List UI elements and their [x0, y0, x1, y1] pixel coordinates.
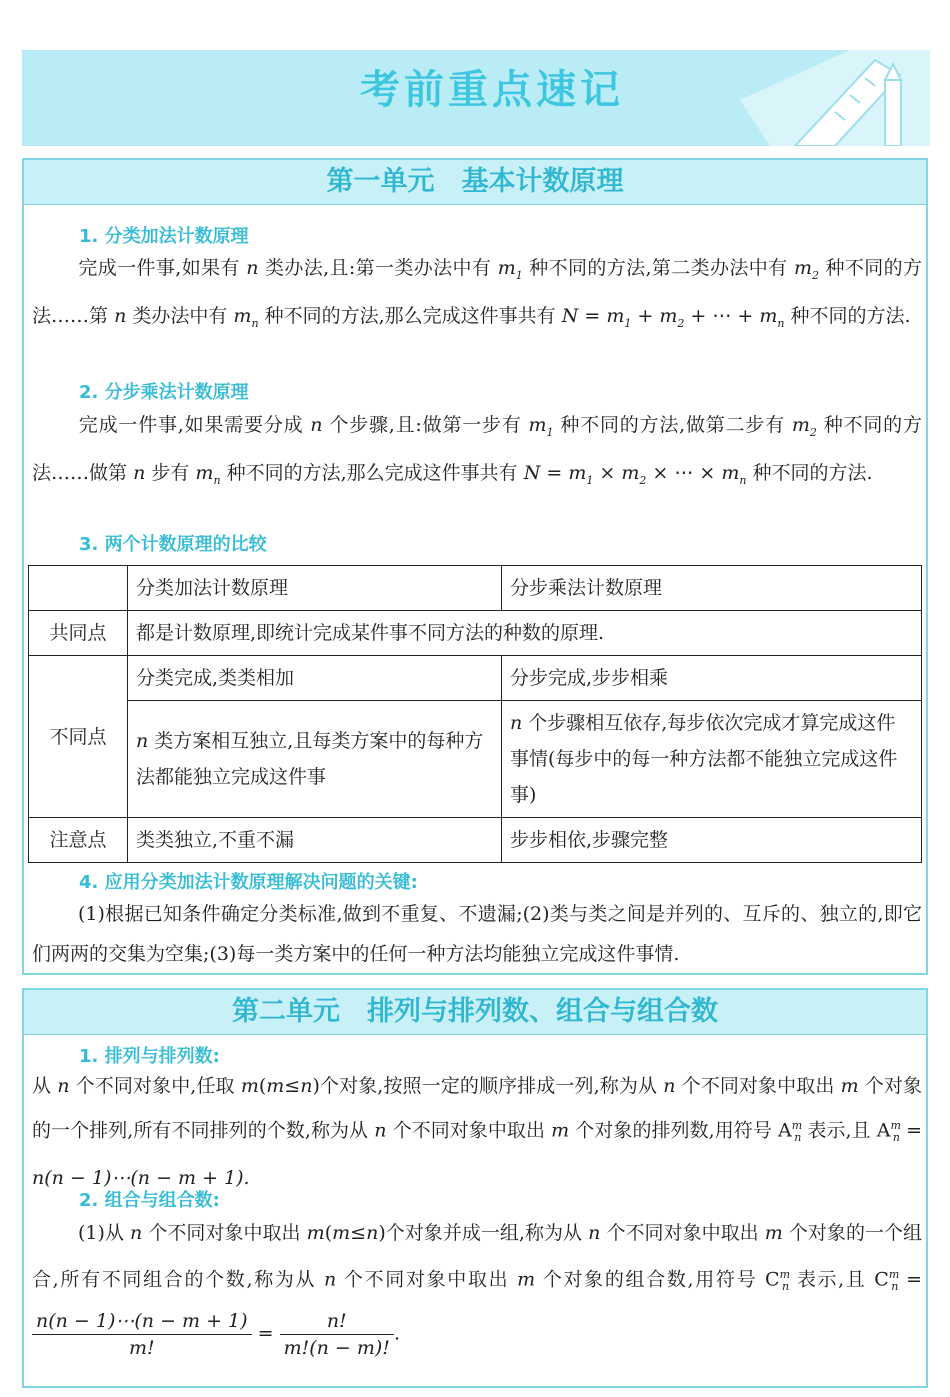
table-cell: 步步相依,步骤完整 [502, 818, 922, 863]
row-label: 不同点 [29, 656, 128, 818]
unit1-title: 第一单元 基本计数原理 [24, 160, 926, 205]
fraction: $\frac{n(n - 1)\cdots(n - m + 1)}{m!}$ [32, 1308, 252, 1361]
table-cell: 类类独立,不重不漏 [128, 818, 502, 863]
unit1-s1-heading: 1. 分类加法计数原理 [79, 226, 249, 247]
table-cell: 都是计数原理,即统计完成某件事不同方法的种数的原理. [128, 611, 922, 656]
unit1-panel [22, 158, 928, 975]
comparison-table [28, 565, 922, 863]
table-cell: n 个步骤相互依存,每步依次完成才算完成这件事情(每步中的每一种方法都不能独立完成这件事) [502, 701, 922, 818]
unit1-s2-text: 完成一件事,如果需要分成 n 个步骤,且:做第一步有 $m_1$ 种不同的方法,做第二步有 $m_2$ 种不同的方法……做第 n 步有 $m_n$ 种不同的方法,那么完成这件事共有 $N = m_1 \times m_2$ × ⋯ × $m_n$ 种不同的方法. [32, 414, 922, 487]
table-cell: n 类方案相互独立,且每类方案中的每种方法都能独立完成这件事 [128, 701, 502, 818]
unit2-panel [22, 988, 928, 1388]
unit1-s1-text: 完成一件事,如果有 n 类办法,且:第一类办法中有 $m_1$ 种不同的方法,第二类办法中有 $m_2$ 种不同的方法……第 n 类办法中有 $m_n$ 种不同的方法,那么完成这件事共有 $N = m_1 + m_2$ + ⋯ + $m_n$ 种不同的方法. [32, 257, 922, 330]
unit2-s1-heading: 1. 排列与排列数: [79, 1046, 220, 1067]
row-label: 注意点 [29, 818, 128, 863]
table-corner [29, 566, 128, 611]
table-cell: 分类完成,类类相加 [128, 656, 502, 701]
unit2-title: 第二单元 排列与排列数、组合与组合数 [24, 990, 926, 1035]
unit2-s2-heading: 2. 组合与组合数: [79, 1190, 220, 1211]
unit2-s1-text: 从 n 个不同对象中,任取 m(m≤n)个对象,按照一定的顺序排成一列,称为从 n 个不同对象中取出 m 个对象的一个排列,所有不同排列的个数,称为从 n 个不同对象中取出 m 个对象的排列数,用符号 $A^m_n$ 表示,且 $A^m_n = n(n$ − 1)⋯(n − m + 1). [32, 1075, 923, 1190]
unit2-s2-text: (1)从 n 个不同对象中取出 m(m≤n)个对象并成一组,称为从 n 个不同对象中取出 m 个对象的一个组合,所有不同组合的个数,称为从 n 个不同对象中取出 m 个对象的组合数,用符号 $C^m_n$ 表示,且 $C^m_n$ = $\frac{n(n - 1)\cdots(n - m + 1)}{m!}$ = $\frac{n!}{m!(n - m)!}$ . [32, 1222, 923, 1360]
unit1-s3-heading: 3. 两个计数原理的比较 [79, 534, 267, 555]
unit1-s4-text: (1)根据已知条件确定分类标准,做到不重复、不遗漏;(2)类与类之间是并列的、互斥的、独立的,即它们两两的交集为空集;(3)每一类方案中的任何一种方法均能独立完成这件事情. [32, 903, 922, 965]
table-cell: 分步完成,步步相乘 [502, 656, 922, 701]
page-title: 考前重点速记 [360, 67, 624, 113]
table-header: 分类加法计数原理 [128, 566, 502, 611]
banner [22, 50, 930, 146]
unit1-s4-heading: 4. 应用分类加法计数原理解决问题的关键: [79, 872, 418, 893]
row-label: 共同点 [29, 611, 128, 656]
ruler-pencil-icon [700, 50, 930, 146]
fraction: $\frac{n!}{m!(n - m)!}$ [280, 1308, 394, 1361]
unit1-s2-heading: 2. 分步乘法计数原理 [79, 382, 249, 403]
table-header: 分步乘法计数原理 [502, 566, 922, 611]
